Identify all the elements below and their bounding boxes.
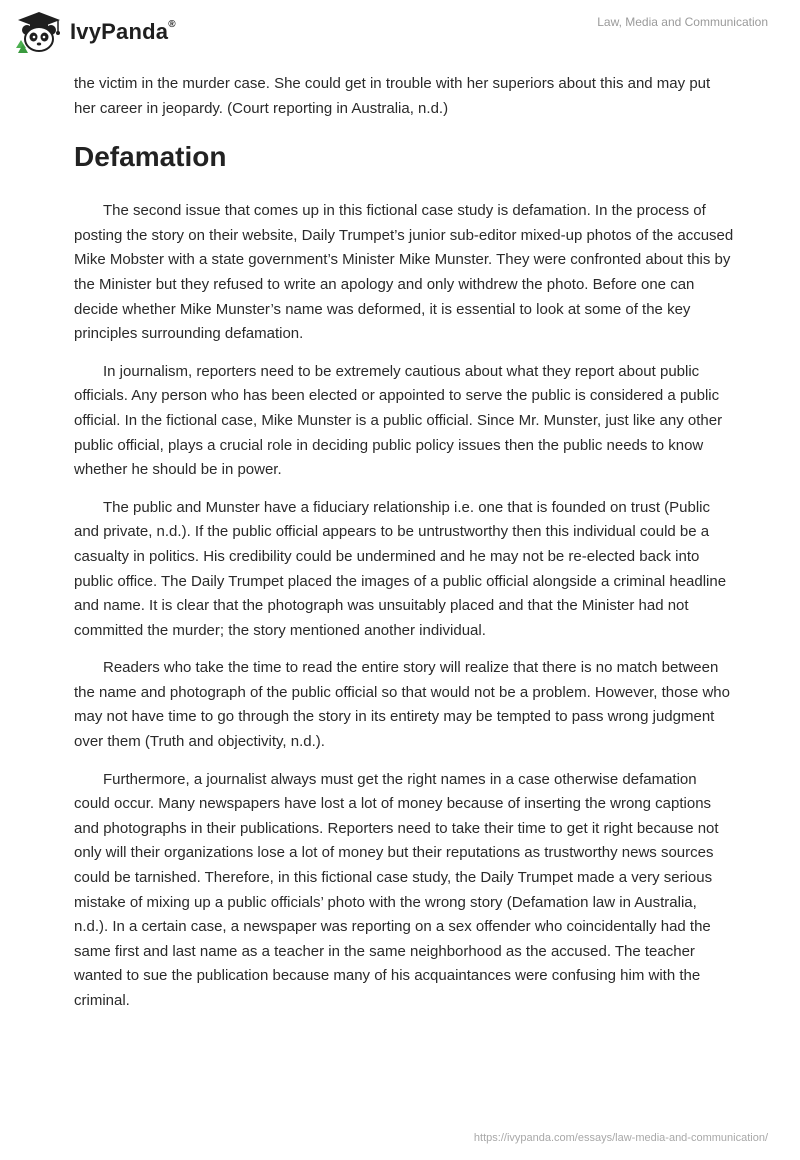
panda-graduate-icon	[14, 10, 64, 54]
page-header	[0, 0, 800, 70]
paragraph: In journalism, reporters need to be extremely cautious about what they report about public officials. Any person who has been elected or appointed to serve the public is considered a public official. In the fictional case, Mike Munster is a public official. Since Mr. Munster, just like any other public official, plays a crucial role in deciding public policy issues then the public needs to know whether he should be in power.	[74, 362, 723, 479]
brand-logo[interactable]	[14, 10, 176, 54]
brand-name-text: IvyPanda	[70, 19, 169, 44]
paragraph: Furthermore, a journalist always must get the right names in a case otherwise defamation could occur. Many newspapers have lost a lot of money because of inserting the wrong captions and photographs in their publications. Reporters need to take their time to get it right because not only will their organizations lose a lot of money but their reputations as trustworthy news sources could be tarnished. Therefore, in this fictional case study, the Daily Trumpet made a very serious mistake of mixing up a public officials’ photo with the wrong story (Defamation law in Australia, n.d.). In a certain case, a newspaper was reporting on a sex offender who coincidentally had the same first and last name as a teacher in the same neighborhood as the accused. The teacher wanted to sue the publication because many of his acquaintances were confusing him with the criminal.	[74, 770, 719, 1009]
category-label: Law, Media and Communication	[597, 15, 768, 29]
paragraph: Readers who take the time to read the entire story will realize that there is no match between the name and photograph of the public official so that would not be a problem. However, those who may not have time to go through the story in its entirety may be tempted to pass wrong judgment over them (Truth and objectivity, n.d.).	[74, 659, 730, 751]
registered-mark: ®	[168, 18, 176, 30]
brand-name	[70, 19, 176, 45]
article-body	[74, 72, 734, 1027]
source-url[interactable]: https://ivypanda.com/essays/law-media-and-communication/	[473, 1132, 768, 1144]
intro-paragraph: the victim in the murder case. She could get in trouble with her superiors about this and may put her career in jeopardy. (Court reporting in Australia, n.d.)	[74, 75, 711, 117]
section-heading: Defamation	[74, 141, 227, 173]
paragraph: The public and Munster have a fiduciary relationship i.e. one that is founded on trust (Public and private, n.d.). If the public official appears to be untrustworthy then this individual could be a casualty in politics. His credibility could be undermined and he may not be re-elected back into public office. The Daily Trumpet placed the images of a public official alongside a criminal headline and name. It is clear that the photograph was unsuitably placed and that the Minister had not committed the murder; the story mentioned another individual.	[74, 498, 727, 639]
paragraph: The second issue that comes up in this fictional case study is defamation. In the process of posting the story on their website, Daily Trumpet’s junior sub-editor mixed-up photos of the accused Mike Mobster with a state government’s Minister Mike Munster. They were confronted about this by the Minister but they refused to write an apology and only withdrew the photo. Before one can decide whether Mike Munster’s name was deformed, it is essential to look at some of the key principles surrounding defamation.	[74, 202, 734, 343]
